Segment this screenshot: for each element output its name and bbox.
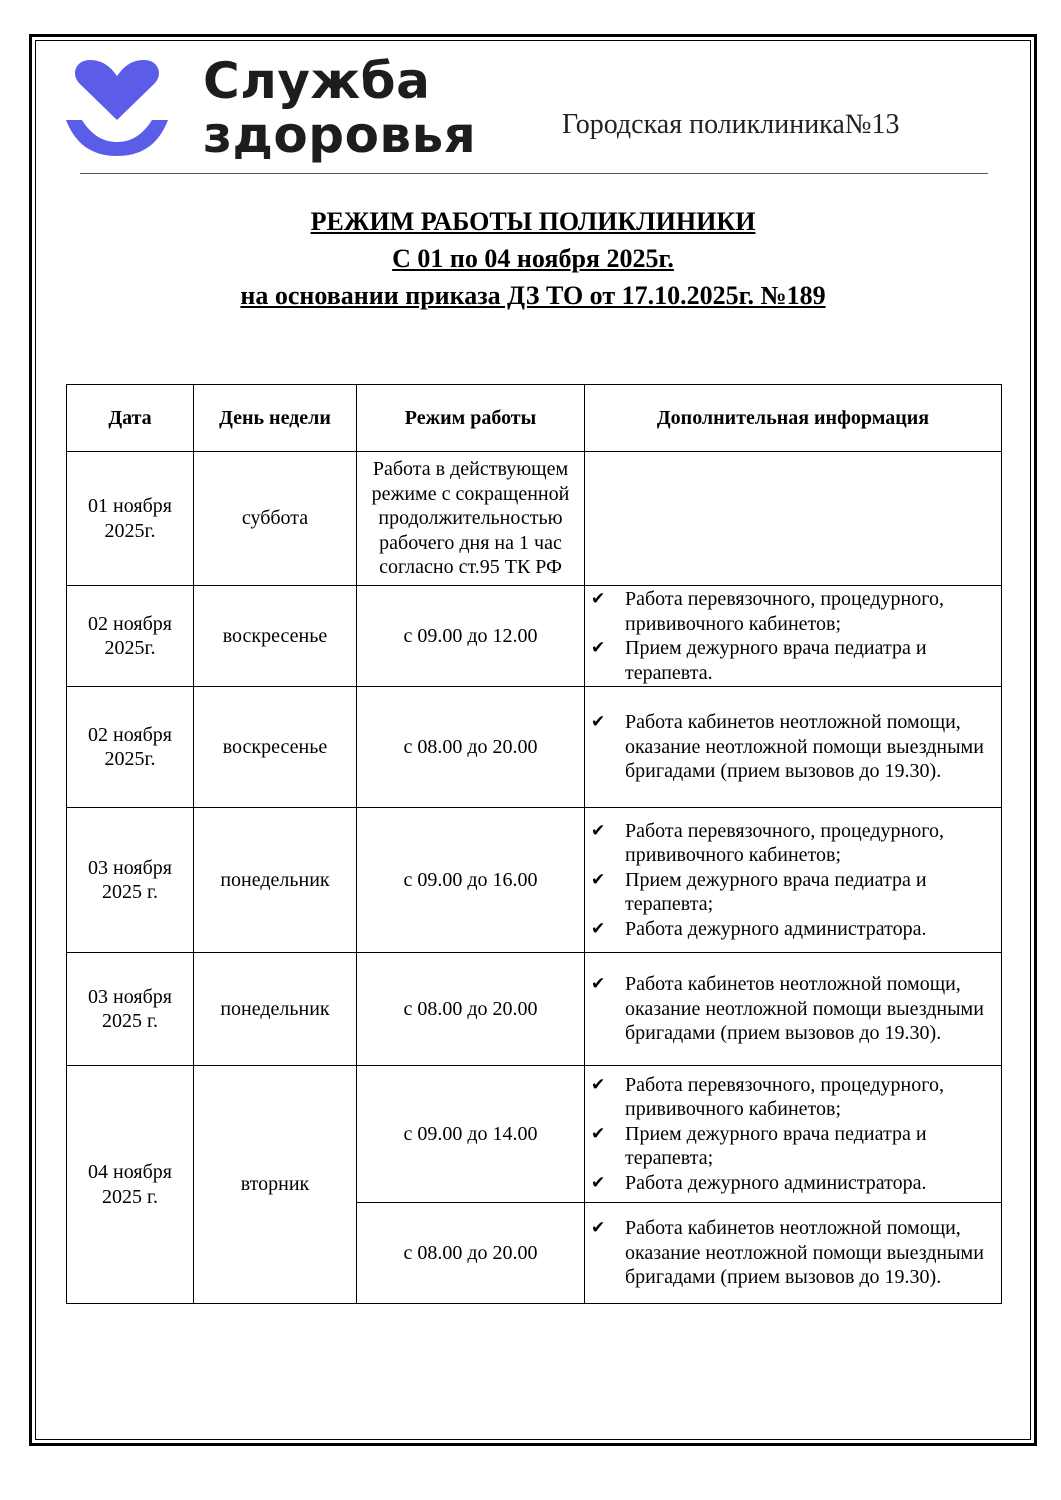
brand-name — [203, 54, 476, 162]
date-cell: 02 ноября 2025г. — [67, 687, 194, 808]
mode-cell: с 09.00 до 14.00 — [357, 1066, 585, 1203]
heart-smile-logo-icon — [62, 58, 172, 158]
info-item: ✔ Прием дежурного врача педиатра и терапевта; — [591, 868, 995, 917]
mode-cell: Работа в действующем режиме с сокращенной продолжительностью рабочего дня на 1 час согласно ст.95 ТК РФ — [357, 452, 585, 586]
info-item: ✔ Работа перевязочного, процедурного, прививочного кабинетов; — [591, 819, 995, 868]
table-row — [67, 808, 1002, 953]
weekday-cell: суббота — [194, 452, 357, 586]
info-cell — [585, 808, 1002, 953]
mode-cell: с 08.00 до 20.00 — [357, 953, 585, 1066]
column-header-weekday: День недели — [194, 385, 357, 452]
weekday-cell: воскресенье — [194, 586, 357, 687]
info-cell — [585, 1066, 1002, 1203]
title-line-3: на основании приказа ДЗ ТО от 17.10.2025г. №189 — [240, 281, 826, 310]
header-divider — [80, 173, 988, 174]
title-line-2: С 01 по 04 ноября 2025г. — [392, 244, 674, 273]
column-header-mode: Режим работы — [357, 385, 585, 452]
column-header-date: Дата — [67, 385, 194, 452]
table-row — [67, 687, 1002, 808]
mode-cell: с 08.00 до 20.00 — [357, 1203, 585, 1304]
info-item: ✔ Работа дежурного администратора. — [591, 917, 995, 942]
brand-line-1: Служба — [203, 52, 431, 110]
brand-line-2: здоровья — [203, 106, 477, 164]
date-cell: 03 ноября 2025 г. — [67, 953, 194, 1066]
info-cell — [585, 953, 1002, 1066]
date-cell: 03 ноября 2025 г. — [67, 808, 194, 953]
mode-cell: с 09.00 до 12.00 — [357, 586, 585, 687]
weekday-cell: воскресенье — [194, 687, 357, 808]
title-line-1: РЕЖИМ РАБОТЫ ПОЛИКЛИНИКИ — [310, 207, 756, 236]
document-title — [35, 203, 1031, 314]
info-item: ✔ Прием дежурного врача педиатра и терапевта. — [591, 636, 995, 685]
table-row — [67, 452, 1002, 586]
info-cell — [585, 687, 1002, 808]
date-cell: 02 ноября 2025г. — [67, 586, 194, 687]
schedule-table — [66, 384, 1002, 1304]
date-cell: 01 ноября 2025г. — [67, 452, 194, 586]
info-item: ✔ Работа перевязочного, процедурного, прививочного кабинетов; — [591, 1073, 995, 1122]
info-item: ✔ Работа кабинетов неотложной помощи, оказание неотложной помощи выездными бригадами (прием вызовов до 19.30). — [591, 710, 995, 784]
info-cell — [585, 452, 1002, 586]
date-cell: 04 ноября 2025 г. — [67, 1066, 194, 1304]
info-item: ✔ Работа дежурного администратора. — [591, 1171, 995, 1196]
info-cell — [585, 586, 1002, 687]
weekday-cell: вторник — [194, 1066, 357, 1304]
info-item: ✔ Работа перевязочного, процедурного, прививочного кабинетов; — [591, 587, 995, 636]
clinic-name: Городская поликлиника№13 — [562, 109, 900, 140]
info-item: ✔ Прием дежурного врача педиатра и терапевта; — [591, 1122, 995, 1171]
mode-cell: с 08.00 до 20.00 — [357, 687, 585, 808]
column-header-info: Дополнительная информация — [585, 385, 1002, 452]
info-item: ✔ Работа кабинетов неотложной помощи, оказание неотложной помощи выездными бригадами (прием вызовов до 19.30). — [591, 972, 995, 1046]
table-row — [67, 586, 1002, 687]
weekday-cell: понедельник — [194, 953, 357, 1066]
info-cell — [585, 1203, 1002, 1304]
table-header-row — [67, 385, 1002, 452]
table-row — [67, 953, 1002, 1066]
info-item: ✔ Работа кабинетов неотложной помощи, оказание неотложной помощи выездными бригадами (прием вызовов до 19.30). — [591, 1216, 995, 1290]
table-row — [67, 1066, 1002, 1203]
mode-cell: с 09.00 до 16.00 — [357, 808, 585, 953]
weekday-cell: понедельник — [194, 808, 357, 953]
